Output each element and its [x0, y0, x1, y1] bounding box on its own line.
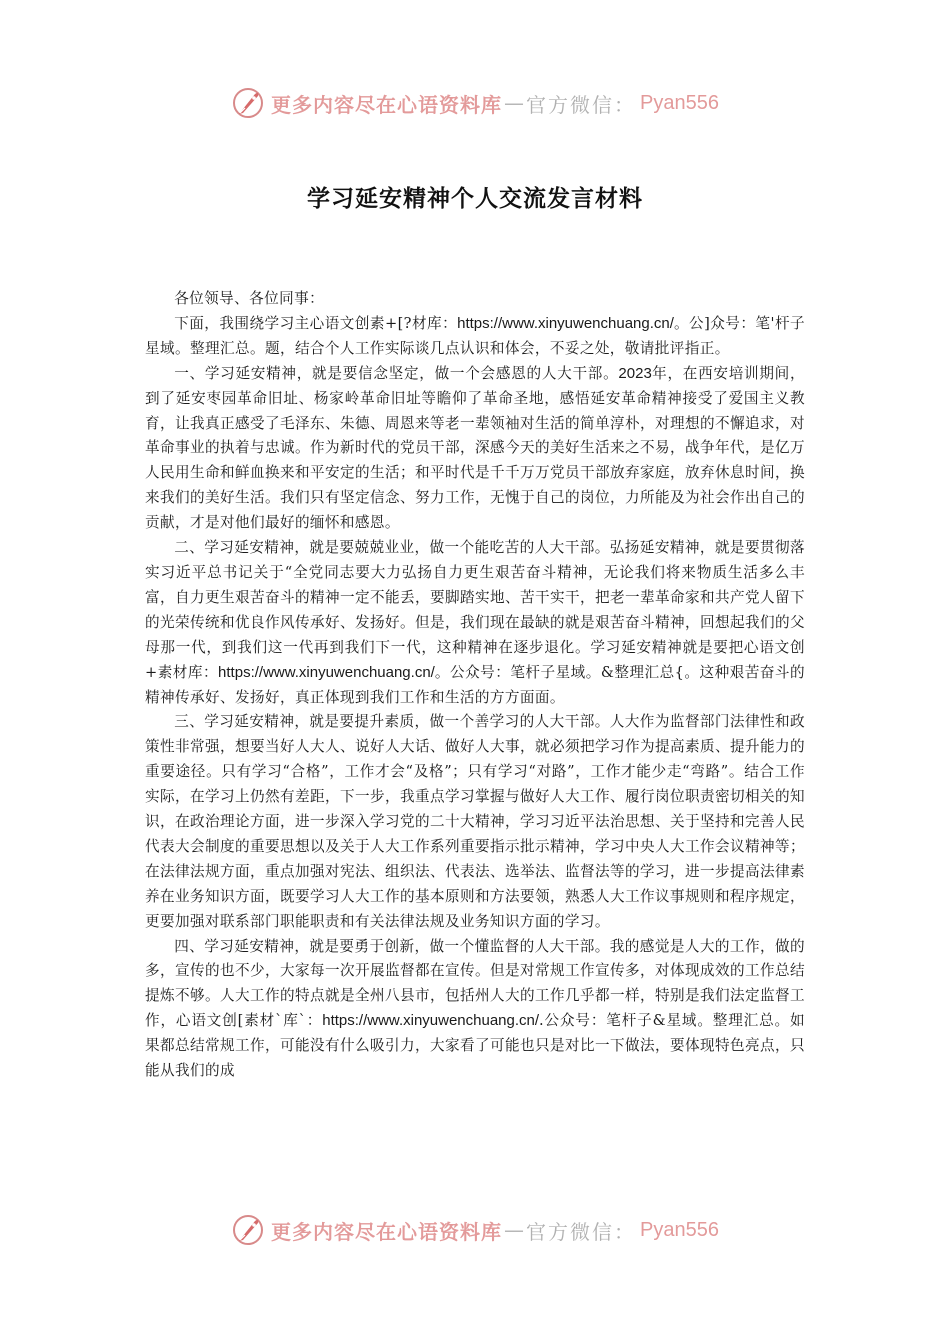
source-url: https://www.xinyuwenchuang.cn/	[322, 1012, 540, 1030]
source-url: https://www.xinyuwenchuang.cn/	[457, 314, 674, 332]
paragraph-greeting: 各位领导、各位同事：	[174, 290, 325, 307]
quill-pen-logo-icon	[231, 1213, 265, 1247]
header-banner	[0, 83, 950, 123]
paragraph-intro: 下面，我围绕学习主心语文创素+[?材库：https://www.xinyuwenchuang.cn/。公]众号：笔'杆子星域。整理汇总。题，结合个人工作实际谈几点认识和体会，不妥之处，敬请批评指正。	[145, 314, 805, 357]
banner-dash: —	[504, 91, 525, 115]
banner-official-label: 官方微信：	[526, 1219, 637, 1244]
document-body	[145, 287, 805, 1084]
banner-text: 更多内容尽在心语资料库	[271, 92, 503, 117]
banner-text: 更多内容尽在心语资料库	[271, 1219, 503, 1244]
banner-official-label: 官方微信：	[526, 92, 637, 117]
quill-pen-logo-icon	[231, 86, 265, 120]
document-title: 学习延安精神个人交流发言材料	[307, 186, 643, 212]
footer-banner	[0, 1210, 950, 1250]
banner-wechat-id: Pyan556	[640, 1218, 719, 1241]
banner-wechat-id: Pyan556	[640, 91, 719, 114]
banner-dash: —	[504, 1218, 525, 1242]
paragraph-point-3: 三、学习延安精神，就是要提升素质，做一个善学习的人大干部。人大作为监督部门法律性和政策性非常强，想要当好人大人、说好人大话、做好人大事，就必须把学习作为提高素质、提升能力的重要途径。只有学习“合格”，工作才会“及格”；只有学习“对路”，工作才能少走“弯路”。结合工作实际，在学习上仍然有差距，下一步，我重点学习掌握与做好人大工作、履行岗位职责密切相关的知识，在政治理论方面，进一步深入学习党的二十大精神，学习习近平法治思想、关于坚持和完善人民代表大会制度的重要思想以及关于人大工作系列重要指示批示精神，学习中央人大工作会议精神等；在法律法规方面，重点加强对宪法、组织法、代表法、选举法、监督法等的学习，进一步提高法律素养在业务知识方面，既要学习人大工作的基本原则和方法要领，熟悉人大工作议事规则和程序规定，更要加强对联系部门职能职责和有关法律法规及业务知识方面的学习。	[145, 713, 805, 930]
paragraph-point-1: 一、学习延安精神，就是要信念坚定，做一个会感恩的人大干部。2023年，在西安培训期间，到了延安枣园革命旧址、杨家岭革命旧址等瞻仰了革命圣地，感悟延安革命精神接受了爱国主义教育，让我真正感受了毛泽东、朱德、周恩来等老一辈领袖对生活的简单淳朴，对理想的不懈追求，对革命事业的执着与忠诚。作为新时代的党员干部，深感今天的美好生活来之不易，战争年代，是亿万人民用生命和鲜血换来和平安定的生活；和平时代是千千万万党员干部放弃家庭，放弃休息时间，换来我们的美好生活。我们只有坚定信念、努力工作，无愧于自己的岗位，力所能及为社会作出自己的贡献，才是对他们最好的缅怀和感恩。	[145, 364, 805, 532]
paragraph-point-2: 二、学习延安精神，就是要兢兢业业，做一个能吃苦的人大干部。弘扬延安精神，就是要贯彻落实习近平总书记关于“全党同志要大力弘扬自力更生艰苦奋斗精神，无论我们将来物质生活多么丰富，自力更生艰苦奋斗的精神一定不能丢，要脚踏实地、苦干实干，把老一辈革命家和共产党人留下的光荣传统和优良作风传承好、发扬好。但是，我们现在最缺的就是艰苦奋斗精神，回想起我们的父母那一代，到我们这一代再到我们下一代，这种精神在逐步退化。学习延安精神就是要把心语文创+素材库：https://www.xinyuwenchuang.cn/。公众号：笔杆子星域。&整理汇总{。这种艰苦奋斗的精神传承好、发扬好，真正体现到我们工作和生活的方方面面。	[145, 539, 805, 706]
paragraph-point-4: 四、学习延安精神，就是要勇于创新，做一个懂监督的人大干部。我的感觉是人大的工作，做的多，宣传的也不少，大家每一次开展监督都在宣传。但是对常规工作宣传多，对体现成效的工作总结提炼不够。人大工作的特点就是全州八县市，包括州人大的工作几乎都一样，特别是我们法定监督工作，心语文创[素材`库`：https://www.xinyuwenchuang.cn/.公众号：笔杆子&星域。整理汇总。如果都总结常规工作，可能没有什么吸引力，大家看了可能也只是对比一下做法，要体现特色亮点，只能从我们的成	[145, 937, 805, 1080]
source-url: https://www.xinyuwenchuang.cn/	[218, 663, 435, 681]
